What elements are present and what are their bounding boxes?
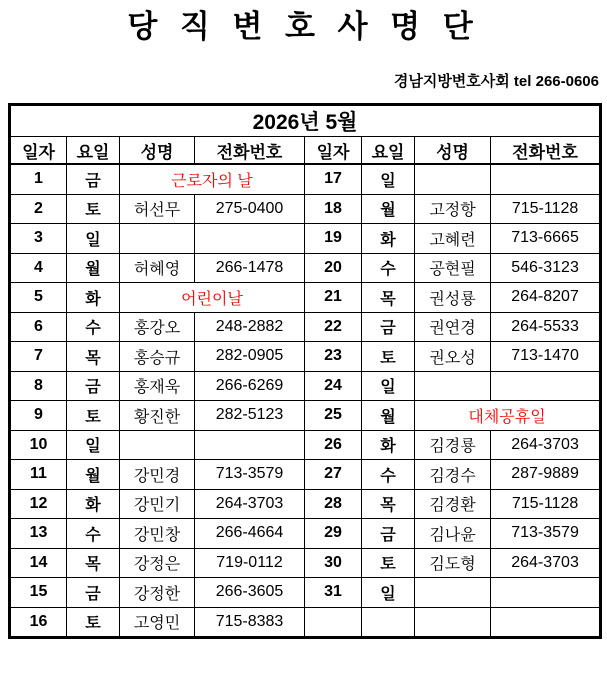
name-cell: 강민경 [120,460,195,490]
date-cell: 18 [305,194,362,224]
phone-cell: 264-3703 [491,548,601,578]
date-cell: 19 [305,224,362,254]
date-cell: 16 [10,607,67,638]
day-cell: 화 [362,224,415,254]
day-cell: 금 [362,312,415,342]
phone-cell: 264-3703 [195,489,305,519]
day-cell: 일 [67,430,120,460]
day-cell: 토 [67,607,120,638]
day-cell: 토 [67,194,120,224]
roster-row [10,194,601,224]
phone-cell: 713-3579 [195,460,305,490]
date-cell: 11 [10,460,67,490]
roster-row [10,253,601,283]
date-cell: 21 [305,283,362,313]
phone-cell: 275-0400 [195,194,305,224]
day-cell: 월 [362,401,415,431]
day-cell: 목 [362,283,415,313]
phone-cell: 282-5123 [195,401,305,431]
col-header-date: 일자 [305,137,362,165]
name-cell: 강정은 [120,548,195,578]
phone-cell [491,164,601,194]
date-cell: 2 [10,194,67,224]
name-cell: 강정한 [120,578,195,608]
day-cell: 화 [67,283,120,313]
phone-cell [195,224,305,254]
date-cell: 22 [305,312,362,342]
phone-cell: 713-6665 [491,224,601,254]
phone-cell: 715-8383 [195,607,305,638]
date-cell: 7 [10,342,67,372]
date-cell: 13 [10,519,67,549]
date-cell: 30 [305,548,362,578]
date-cell: 23 [305,342,362,372]
day-cell: 목 [67,342,120,372]
day-cell: 토 [67,401,120,431]
name-cell [415,164,491,194]
roster-row [10,430,601,460]
col-header-name: 성명 [415,137,491,165]
date-cell: 31 [305,578,362,608]
phone-cell: 719-0112 [195,548,305,578]
date-cell: 14 [10,548,67,578]
day-cell: 월 [67,253,120,283]
col-header-phone: 전화번호 [491,137,601,165]
phone-cell [491,607,601,638]
roster-row [10,578,601,608]
phone-cell: 266-6269 [195,371,305,401]
phone-cell: 546-3123 [491,253,601,283]
name-cell: 권연경 [415,312,491,342]
name-cell [120,430,195,460]
phone-cell [491,578,601,608]
name-cell: 김경룡 [415,430,491,460]
name-cell [415,607,491,638]
roster-row [10,312,601,342]
month-header: 2026년 5월 [10,105,601,137]
page-title: 당 직 변 호 사 명 단 [127,9,480,44]
day-cell: 수 [67,519,120,549]
phone-cell: 264-5533 [491,312,601,342]
roster-row [10,519,601,549]
roster-table [8,103,602,639]
date-cell: 1 [10,164,67,194]
day-cell: 금 [67,371,120,401]
name-cell: 권오성 [415,342,491,372]
column-header-row [10,137,601,165]
day-cell: 목 [362,489,415,519]
day-cell: 화 [67,489,120,519]
name-cell: 황진한 [120,401,195,431]
roster-row [10,224,601,254]
day-cell: 화 [362,430,415,460]
date-cell: 25 [305,401,362,431]
name-cell: 허혜영 [120,253,195,283]
day-cell: 월 [67,460,120,490]
day-cell: 토 [362,548,415,578]
day-cell: 금 [67,164,120,194]
day-cell [362,607,415,638]
phone-cell: 266-4664 [195,519,305,549]
date-cell: 29 [305,519,362,549]
phone-cell [195,430,305,460]
day-cell: 수 [67,312,120,342]
date-cell: 28 [305,489,362,519]
col-header-day: 요일 [67,137,120,165]
day-cell: 토 [362,342,415,372]
col-header-phone: 전화번호 [195,137,305,165]
name-cell: 김경수 [415,460,491,490]
name-cell [120,224,195,254]
phone-cell: 715-1128 [491,194,601,224]
day-cell: 금 [67,578,120,608]
roster-row [10,607,601,638]
date-cell: 3 [10,224,67,254]
roster-row [10,342,601,372]
roster-row [10,548,601,578]
roster-row [10,371,601,401]
roster-row [10,489,601,519]
name-cell: 김나윤 [415,519,491,549]
name-cell: 홍재욱 [120,371,195,401]
name-cell: 홍강오 [120,312,195,342]
day-cell: 수 [362,460,415,490]
phone-cell: 264-3703 [491,430,601,460]
phone-cell: 266-1478 [195,253,305,283]
day-cell: 목 [67,548,120,578]
date-cell: 24 [305,371,362,401]
roster-row [10,460,601,490]
phone-cell: 715-1128 [491,489,601,519]
col-header-date: 일자 [10,137,67,165]
day-cell: 금 [362,519,415,549]
date-cell: 27 [305,460,362,490]
name-cell: 고영민 [120,607,195,638]
holiday-cell: 어린이날 [120,283,305,313]
name-cell: 강민창 [120,519,195,549]
phone-cell: 287-9889 [491,460,601,490]
phone-cell: 282-0905 [195,342,305,372]
roster-row [10,164,601,194]
org-contact-line: 경남지방변호사회 tel 266-0606 [393,73,599,91]
date-cell [305,607,362,638]
name-cell: 고정항 [415,194,491,224]
phone-cell: 248-2882 [195,312,305,342]
date-cell: 12 [10,489,67,519]
phone-cell: 713-3579 [491,519,601,549]
roster-row [10,283,601,313]
phone-cell [491,371,601,401]
holiday-cell: 근로자의 날 [120,164,305,194]
date-cell: 26 [305,430,362,460]
date-cell: 20 [305,253,362,283]
name-cell: 권성룡 [415,283,491,313]
phone-cell: 266-3605 [195,578,305,608]
name-cell: 고혜련 [415,224,491,254]
day-cell: 수 [362,253,415,283]
name-cell: 허선무 [120,194,195,224]
date-cell: 17 [305,164,362,194]
day-cell: 일 [362,578,415,608]
day-cell: 일 [362,371,415,401]
date-cell: 4 [10,253,67,283]
date-cell: 5 [10,283,67,313]
roster-row [10,401,601,431]
name-cell [415,371,491,401]
day-cell: 월 [362,194,415,224]
day-cell: 일 [67,224,120,254]
date-cell: 6 [10,312,67,342]
date-cell: 8 [10,371,67,401]
col-header-day: 요일 [362,137,415,165]
phone-cell: 713-1470 [491,342,601,372]
date-cell: 10 [10,430,67,460]
date-cell: 15 [10,578,67,608]
name-cell: 강민기 [120,489,195,519]
name-cell [415,578,491,608]
month-header-row [10,105,601,137]
phone-cell: 264-8207 [491,283,601,313]
holiday-cell: 대체공휴일 [415,401,601,431]
name-cell: 김도형 [415,548,491,578]
name-cell: 홍승규 [120,342,195,372]
day-cell: 일 [362,164,415,194]
col-header-name: 성명 [120,137,195,165]
name-cell: 공현필 [415,253,491,283]
date-cell: 9 [10,401,67,431]
name-cell: 김경환 [415,489,491,519]
